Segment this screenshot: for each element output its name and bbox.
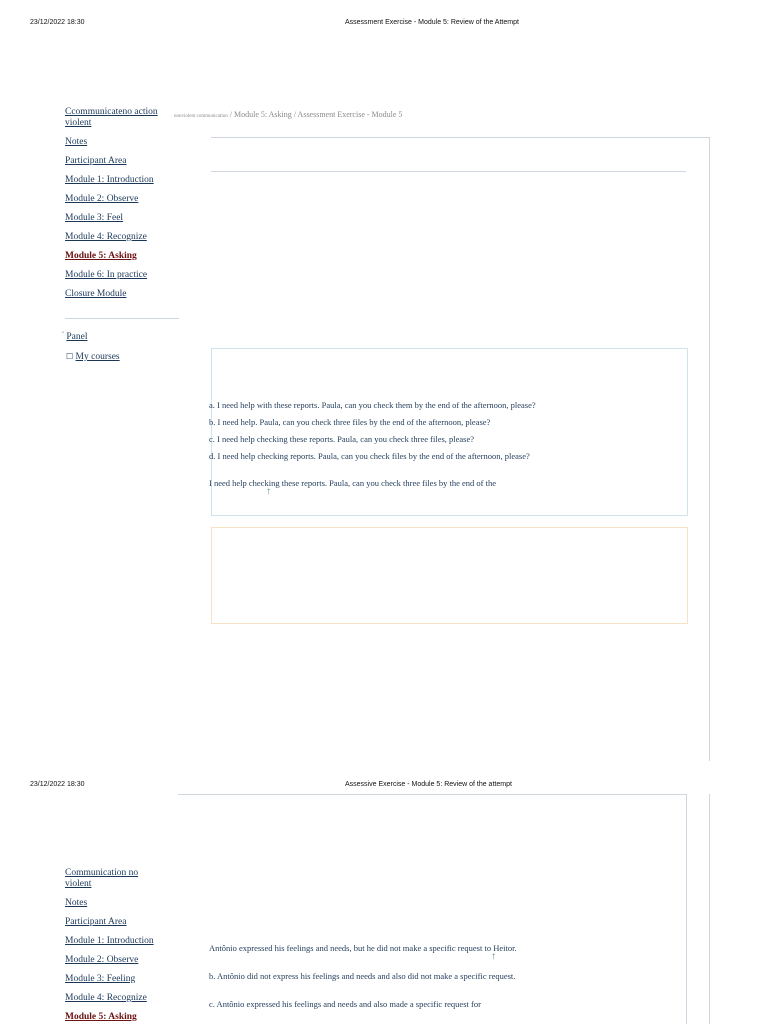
answer-option-d[interactable]: d. I need help checking reports. Paula, can you check files by the end of the afternoon, please? [209,451,530,461]
print-timestamp-2: 23/12/2022 18:30 [30,781,85,788]
panel-link[interactable]: ˚ Panel [62,332,88,342]
arrow-up-icon: ↑ [266,486,271,497]
nav-notes-2[interactable]: Notes [65,898,88,908]
nav-participant-area[interactable]: Participant Area [65,156,127,166]
breadcrumb-module[interactable]: Module 5: Asking [233,110,292,119]
nav-module-5[interactable]: Module 5: Asking [65,251,137,261]
nav-course-title-2[interactable]: Communication no [65,868,139,878]
nav-module-4-2[interactable]: Module 4: Recognize [65,993,147,1003]
nav-module-1-2[interactable]: Module 1: Introduction [65,936,154,946]
answer-option-b[interactable]: b. I need help. Paula, can you check three files by the end of the afternoon, please? [209,417,491,427]
breadcrumb-exercise: Assessment Exercise - Module 5 [297,110,403,119]
nav-participant-area-2[interactable]: Participant Area [65,917,127,927]
breadcrumb-course[interactable]: nonviolent communication [174,114,228,119]
nav-module-3[interactable]: Module 3: Feel [65,213,124,223]
sidebar-nav [65,107,185,300]
arrow-up-icon-2: ↑ [491,951,496,962]
content-top-border [211,137,709,138]
nav-module-5-2[interactable]: Module 5: Asking [65,1012,137,1022]
breadcrumb: nonviolent communication / Module 5: Asking / Assessment Exercise - Module 5 [174,110,403,119]
answer-option-2b[interactable]: b. Antônio did not express his feelings and needs and also did not make a specific request. [209,971,516,981]
answer-option-2a[interactable]: Antônio expressed his feelings and needs, but he did not make a specific request to Heitor. [209,943,517,953]
my-courses-link[interactable]: ☐ My courses [66,352,120,362]
nav-module-2-2[interactable]: Module 2: Observe [65,955,139,965]
nav-course-title-cont-2[interactable]: violent [65,879,92,889]
sidebar-nav-2 [65,868,185,1023]
content-right-border-2 [709,794,710,1024]
answer-option-2c[interactable]: c. Antônio expressed his feelings and needs and also made a specific request for [209,999,481,1009]
question-box-2-top [178,794,686,795]
question-box-2-right [686,794,687,1024]
nav-module-6[interactable]: Module 6: In practice [65,270,148,280]
correct-answer-text: I need help checking these reports. Paula, can you check three files by the end of the [209,478,496,488]
nav-course-title-cont[interactable]: violent [65,118,92,128]
answer-option-c[interactable]: c. I need help checking these reports. Paula, can you check three files, please? [209,434,475,444]
sidebar-divider [65,318,179,319]
nav-module-1[interactable]: Module 1: Introduction [65,175,154,185]
question-box [211,348,688,516]
content-right-border [709,137,710,761]
panel-icon: ˚ [62,332,64,338]
print-title-2: Assessive Exercise - Module 5: Review of the attempt [345,781,512,788]
print-timestamp: 23/12/2022 18:30 [30,19,85,26]
feedback-box [211,527,688,624]
nav-notes[interactable]: Notes [65,137,88,147]
nav-closure-module[interactable]: Closure Module [65,289,127,299]
answer-option-a[interactable]: a. I need help with these reports. Paula, can you check them by the end of the afternoon, please? [209,400,536,410]
courses-icon: ☐ [66,352,74,361]
nav-module-2[interactable]: Module 2: Observe [65,194,139,204]
nav-course-title[interactable]: Ccommunicateno action [65,107,158,117]
nav-module-4[interactable]: Module 4: Recognize [65,232,147,242]
print-title: Assessment Exercise - Module 5: Review of the Attempt [345,19,519,26]
header-divider [211,171,686,172]
nav-module-3-2[interactable]: Module 3: Feeling [65,974,136,984]
